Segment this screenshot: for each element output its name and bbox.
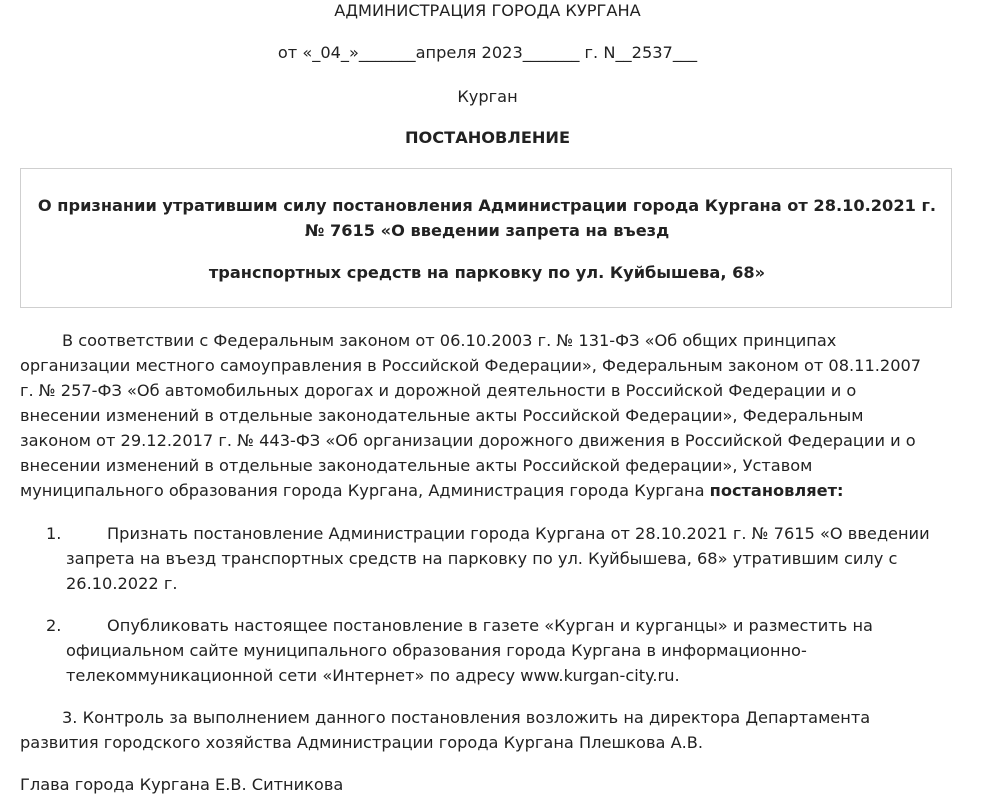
item-3-line-1: 3. Контроль за выполнением данного постановления возложить на директора Департамента [62, 708, 871, 727]
title-box [20, 168, 952, 308]
item-3-line-2: развития городского хозяйства Администрации города Кургана Плешкова А.В. [20, 733, 704, 752]
preamble-line-3: г. № 257-ФЗ «Об автомобильных дорогах и дорожной деятельности в Российской Федерации и о [20, 381, 857, 400]
preamble-last-line: муниципального образования города Кургана, Администрация города Кургана [20, 481, 710, 500]
item-1-line-3: 26.10.2022 г. [66, 574, 178, 593]
signature-line: Глава города Кургана Е.В. Ситникова [20, 775, 344, 794]
title-line-2: № 7615 «О введении запрета на въезд [304, 221, 670, 240]
resolves-word: постановляет: [709, 481, 844, 500]
preamble-line-5: законом от 29.12.2017 г. № 443-ФЗ «Об организации дорожного движения в Российской Федерации и о [20, 431, 916, 450]
item-2-number: 2. [46, 616, 62, 635]
preamble-line-4: внесении изменений в отдельные законодательные акты Российской Федерации», Федеральным [20, 406, 864, 425]
preamble-line-1: В соответствии с Федеральным законом от 06.10.2003 г. № 131-ФЗ «Об общих принципах [62, 331, 837, 350]
city-name: Курган [457, 87, 518, 106]
preamble-line-6: внесении изменений в отдельные законодательные акты Российской федерации», Уставом [20, 456, 813, 475]
item-1-number: 1. [46, 524, 62, 543]
preamble-line-2: организации местного самоуправления в Российской Федерации», Федеральным законом от 08.11.2007 [20, 356, 922, 375]
item-1-line-1: Признать постановление Администрации города Кургана от 28.10.2021 г. № 7615 «О введении [107, 524, 930, 543]
document-type: ПОСТАНОВЛЕНИЕ [404, 128, 571, 147]
item-2-line-3: телекоммуникационной сети «Интернет» по адресу www.kurgan-city.ru. [66, 666, 680, 685]
date-number-line: от «_04_»_______апреля 2023_______ г. N__2537___ [277, 43, 698, 62]
title-line-1: О признании утратившим силу постановления Администрации города Кургана от 28.10.2021 г. [37, 196, 937, 215]
title-line-3: транспортных средств на парковку по ул. Куйбышева, 68» [208, 263, 766, 282]
item-2-line-1: Опубликовать настоящее постановление в газете «Курган и курганцы» и разместить на [107, 616, 873, 635]
organization-heading: АДМИНИСТРАЦИЯ ГОРОДА КУРГАНА [334, 1, 641, 20]
item-2-line-2: официальном сайте муниципального образования города Кургана в информационно- [66, 641, 807, 660]
preamble-line-7 [20, 478, 955, 503]
item-1-line-2: запрета на въезд транспортных средств на парковку по ул. Куйбышева, 68» утратившим силу с [66, 549, 898, 568]
